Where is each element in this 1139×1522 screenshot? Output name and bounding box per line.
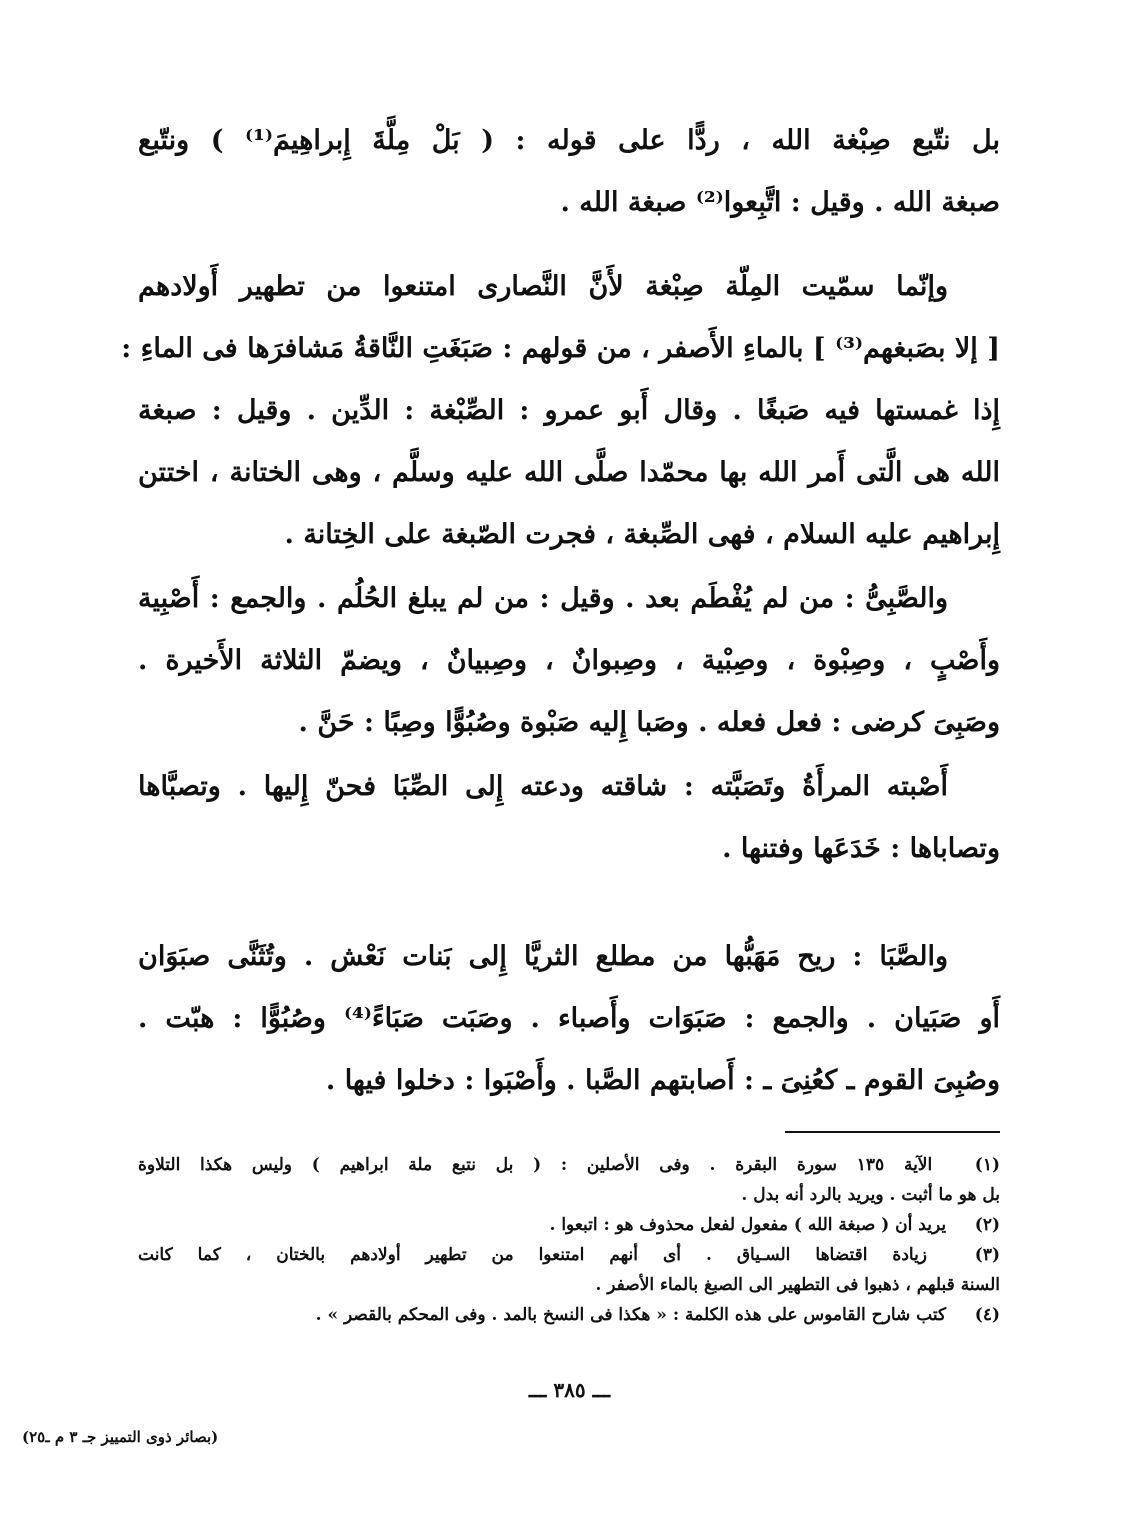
- printer-signature: (بصائر ذوى التمييز جـ ٣ م ـ٢٥): [22, 1428, 219, 1446]
- text-line: أَو صَبَيان . والجمع : صَبَوَات وأَصباء . وصَبَت صَبَاءً⁽⁴⁾ وصُبُوًّا : هبّت .: [138, 1003, 1001, 1034]
- footnote-line: [138, 1150, 1000, 1180]
- paragraph: [121, 256, 1000, 566]
- footnote-text: زيادة اقتضاها السـياق . أى أنهم امتنعوا من تطهير أولادهم بالختان ، كما كانت: [138, 1245, 928, 1265]
- text-line: وتصاباها : خَدَعَها وفتنها .: [722, 833, 1000, 864]
- footnote-number: (٣): [974, 1245, 1000, 1265]
- text-line: وإنّما سمّيت المِلّة صِبْغة لأَنَّ النَّصارى امتنعوا من تطهير أَولادهم: [138, 271, 948, 302]
- footnote-text: يريد أن ( صبغة الله ) مفعول لفعل محذوف هو : اتبعوا .: [549, 1215, 947, 1235]
- footnote-line: [138, 1180, 1000, 1210]
- text-line: إِذا غمستها فيه صَبغًا . وقال أَبو عمرو : الصِّبْغة : الدِّين . وقيل : صبغة: [138, 395, 1000, 426]
- text-line: وصَبِىَ كرضى : فعل فعله . وصَبا إِليه صَبْوة وصُبُوًّا وصِبًا : حَنَّ .: [298, 707, 1000, 738]
- text-line: صبغة الله . وقيل : اتَّبِعوا⁽²⁾ صبغة الله .: [560, 187, 1000, 218]
- paragraph: [138, 110, 1000, 234]
- footnote-text: كتب شارح القاموس على هذه الكلمة : « هكذا فى النسخ بالمد . وفى المحكم بالقصر » .: [315, 1305, 947, 1325]
- footnote-text: السنة قبلهم ، ذهبوا فى التطهير الى الصبغ بالماء الأصفر .: [595, 1275, 1000, 1295]
- footnote-number: (٢): [974, 1215, 1000, 1235]
- text-line: الله هى الَّتى أَمر الله بها محمّدا صلَّى الله عليه وسلَّم ، وهى الختانة ، اختتن: [138, 457, 1000, 488]
- footnote-number: (١): [974, 1155, 1000, 1175]
- text-line: والصَّبِىُّ : من لم يُفْطَم بعد . وقيل : من لم يبلغ الحُلُم . والجمع : أَصْبِية: [138, 583, 948, 614]
- footnote-line: [138, 1210, 1000, 1240]
- footnote-text: الآية ١٣٥ سورة البقرة . وفى الأصلين : ( بل نتبع ملة ابراهيم ) وليس هكذا التلاوة: [138, 1155, 933, 1175]
- footnote-text: بل هو ما أثبت . ويريد بالرد أنه بدل .: [741, 1185, 1000, 1205]
- text-line: وأَصْبٍ ، وصِبْوة ، وصِبْية ، وصِبوانٌ ، وصِبيانٌ ، ويضمّ الثلاثة الأَخيرة .: [138, 645, 1000, 676]
- footnote-number: (٤): [974, 1305, 1000, 1325]
- text-line: إِبراهيم عليه السلام ، فهى الصِّبغة ، فجرت الصّبغة على الخِتانة .: [284, 519, 1000, 550]
- text-line: وصُبِىَ القوم ـ كعُنِىَ ـ : أَصابتهم الصَّبا . وأَصْبَوا : دخلوا فيها .: [325, 1065, 1000, 1096]
- paragraph: [138, 568, 1000, 754]
- text-line: أَصْبته المرأَةُ وتَصَبَّته : شاقته ودعته إِلى الصِّبَا فحنّ إِليها . وتصبَّاها: [138, 771, 948, 802]
- text-line: والصَّبَا : ريح مَهَبُّها من مطلع الثريَّا إِلى بَنات نَعْش . وتُثَنَّى صبَوَان: [138, 941, 948, 972]
- footnote-line: [138, 1270, 1000, 1300]
- footnote-divider: [785, 1131, 1000, 1133]
- paragraph: [138, 926, 1000, 1112]
- page-number: ـــ ٣٨٥ ـــ: [528, 1378, 611, 1402]
- paragraph: [138, 756, 1000, 880]
- text-line: بل نتّبع صِبْغة الله ، ردًّا على قوله : ( بَلْ مِلَّةَ إِبراهِيمَ⁽¹⁾ ) ونتّبع: [138, 125, 1000, 156]
- footnote-line: [138, 1300, 1000, 1330]
- footnote-line: [138, 1240, 1000, 1270]
- text-line: [ إلا بصَبغهم⁽³⁾ ] بالماءِ الأَصفر ، من قولهم : صَبَغَتِ النَّاقةُ مَشافرَها فى الماءِ :: [121, 333, 1000, 364]
- footnotes: [138, 1150, 1000, 1330]
